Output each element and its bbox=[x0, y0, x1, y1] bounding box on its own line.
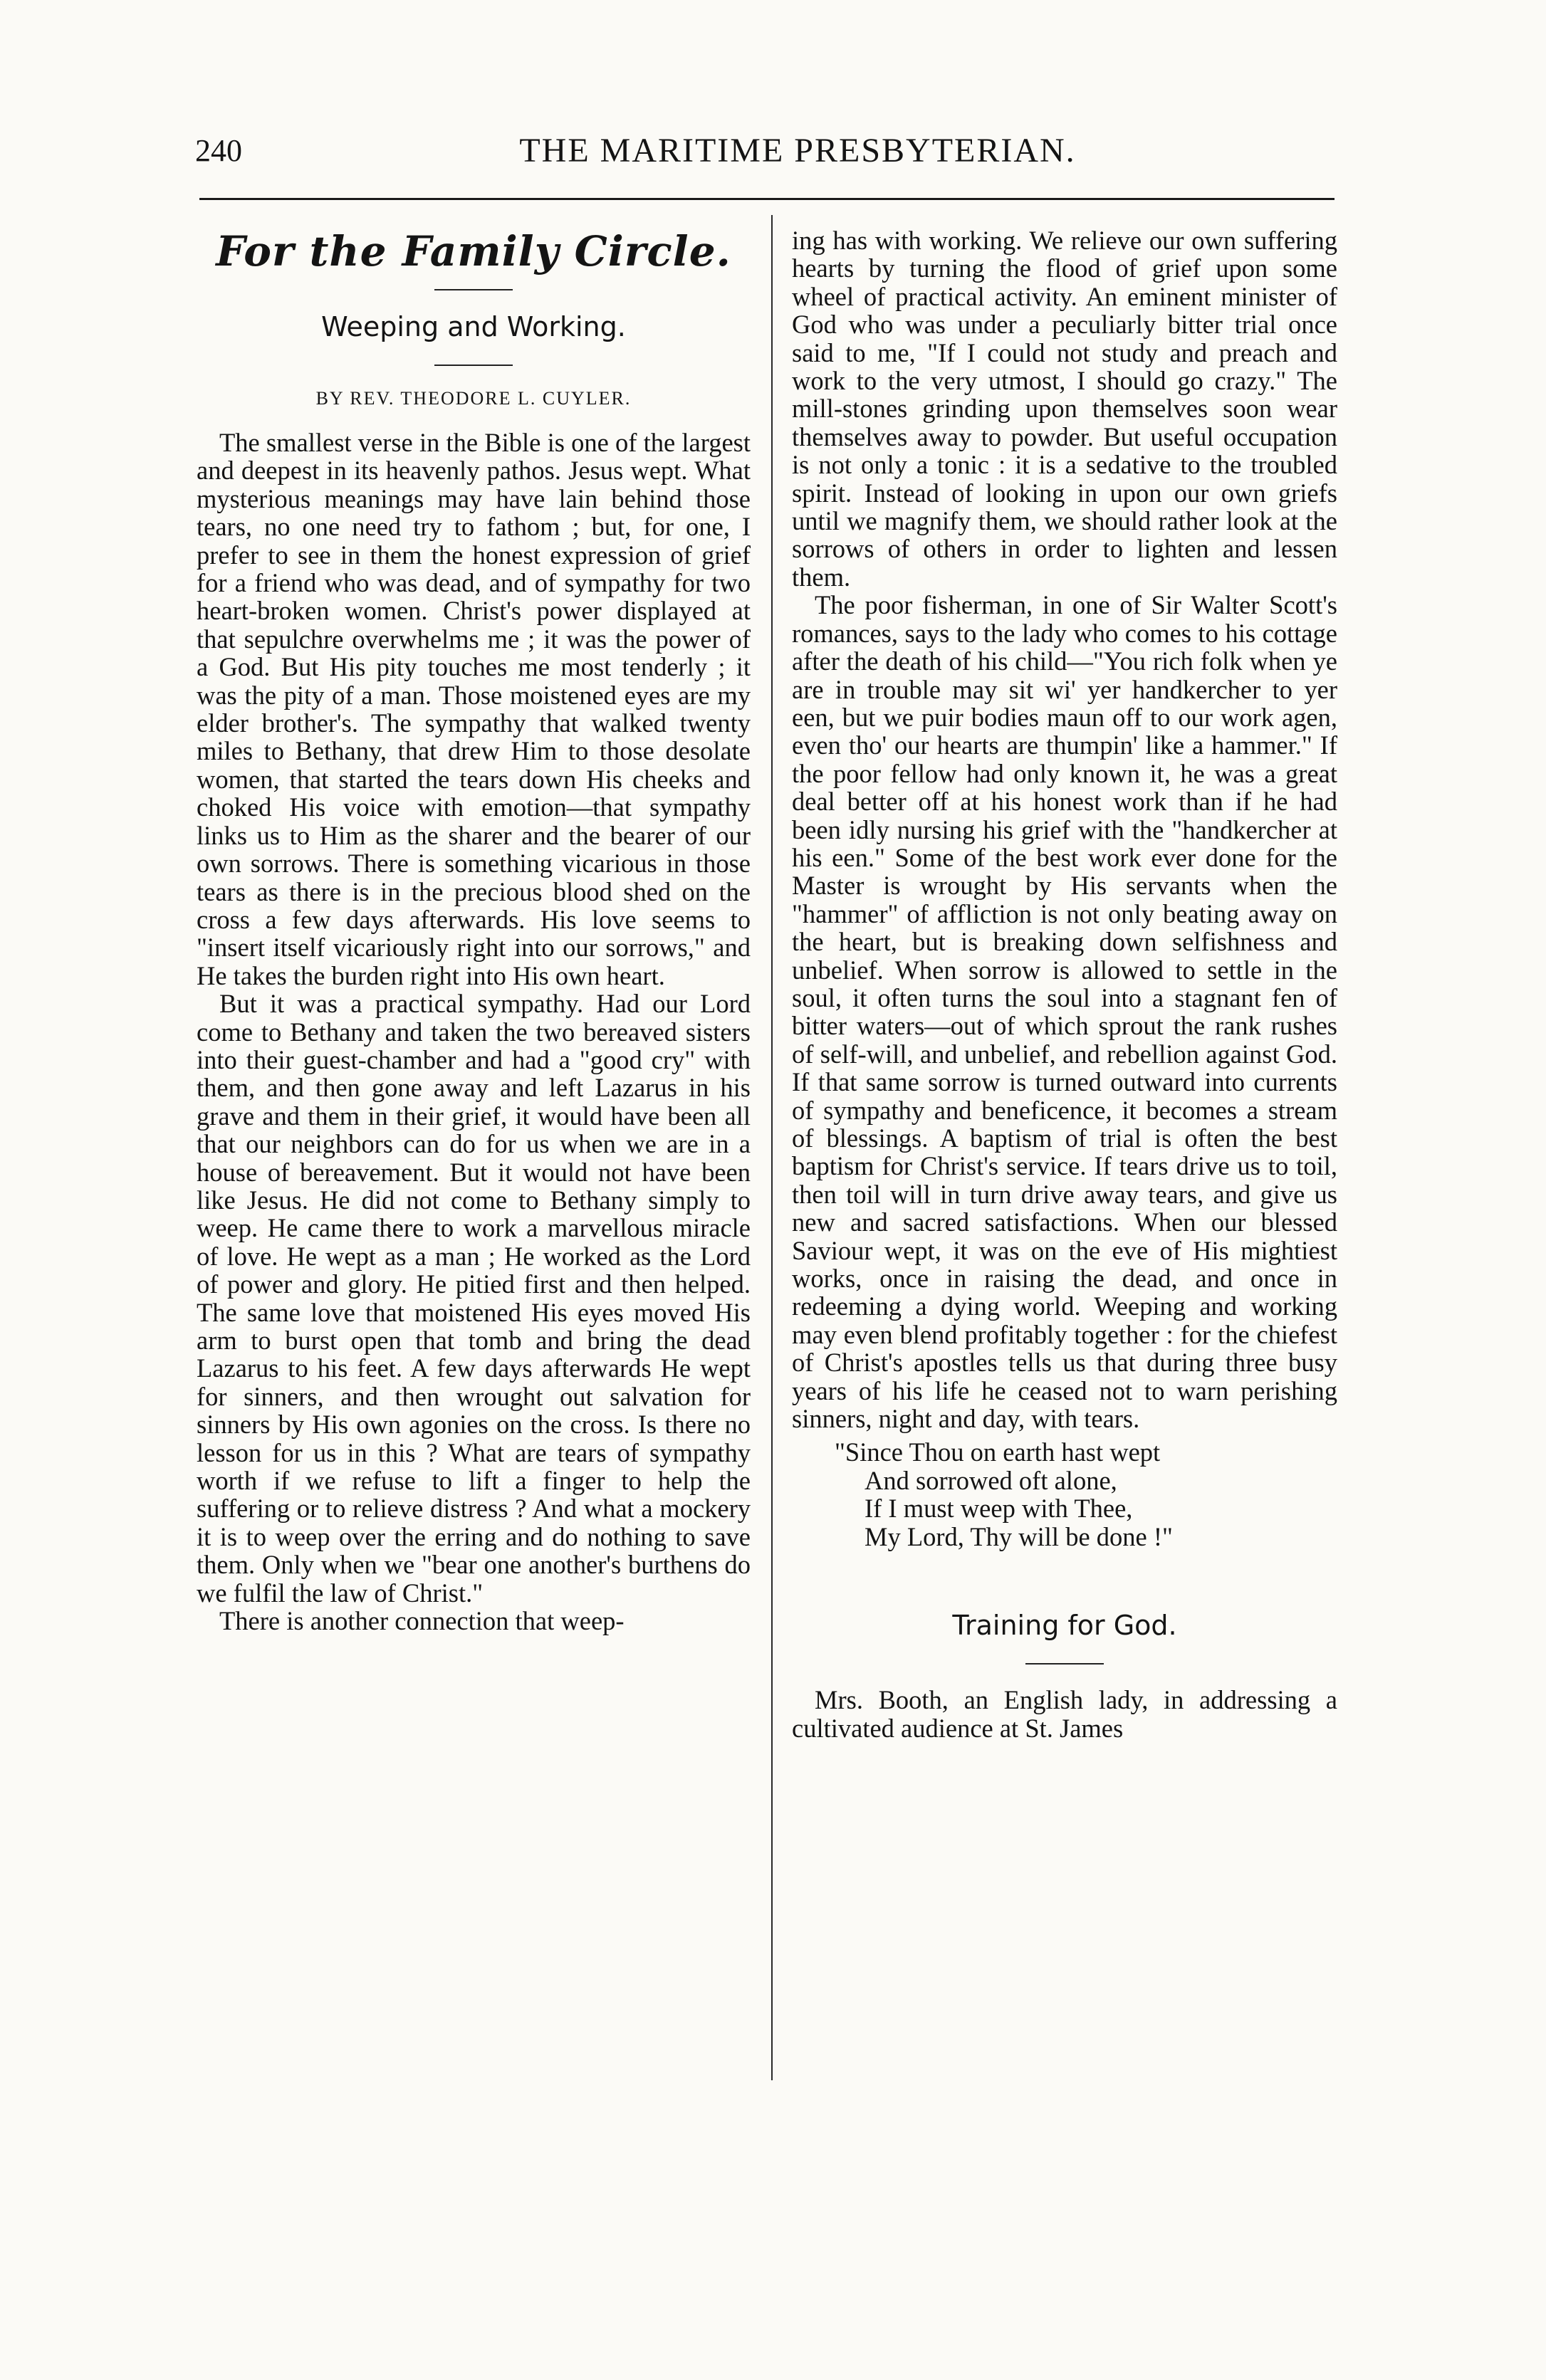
paragraph: Mrs. Booth, an English lady, in addressing a cultivated audience at St. James bbox=[792, 1685, 1337, 1743]
poem-line: If I must weep with Thee, bbox=[865, 1494, 1133, 1524]
paragraph: But it was a practical sympathy. Had our Lord come to Bethany and taken the two bereaved sisters into their guest-chamber and had a "good cry" with them, and then gone away and left Lazarus in his grave and them in their grief, it would have been all that our neighbors can do for us when we are in a house of bereavement. But it would not have been like Jesus. He did not come to Bethany simply to weep. He came there to work a marvellous miracle of love. He wept as a man ; He worked as the Lord of power and glory. He pitied first and then helped. The same love that moistened His eyes moved His arm to burst open that tomb and bring the dead Lazarus to his feet. A few days afterwards He wept for sinners, and then wrought out salvation for sinners by His own agonies on the cross. Is there no lesson for us in this ? What are tears of sympathy worth if we refuse to lift a finger to help the suffering or to relieve distress ? And what a mockery it is to weep over the erring and do nothing to save them. Only when we "bear one another's burthens do we fulfil the law of Christ." bbox=[197, 989, 751, 1608]
paragraph-continued: ing has with working. We relieve our own suffering hearts by turning the flood of grief upon some wheel of practical activity. An eminent minister of God who was under a peculiarly bitter trial once said to me, "If I could not study and preach and work to the very utmost, I should go crazy." The mill-stones grinding upon themselves soon wear themselves away to powder. But useful occupation is not only a tonic : it is a sedative to the troubled spirit. Instead of looking in upon our own griefs until we magnify them, we should rather look at the sorrows of others in order to lighten and lessen them. bbox=[792, 226, 1337, 592]
page-number: 240 bbox=[195, 133, 242, 168]
article-byline: BY REV. THEODORE L. CUYLER. bbox=[315, 388, 632, 409]
poem-line: "Since Thou on earth hast wept bbox=[835, 1437, 1161, 1467]
page-header bbox=[195, 130, 1336, 179]
column-divider bbox=[771, 215, 773, 2080]
paragraph: There is another connection that weep- bbox=[219, 1606, 625, 1636]
short-rule bbox=[434, 365, 513, 366]
short-rule bbox=[434, 289, 513, 290]
paragraph: The poor fisherman, in one of Sir Walter Scott's romances, says to the lady who comes to his cottage after the death of his child—"You rich folk when ye are in trouble may sit wi' yer handkercher to yer een, but we puir bodies maun off to our work agen, even tho' our hearts are thumpin' like a hammer." If the poor fellow had only known it, he was a great deal better off at his honest work than if he had been idly nursing his grief with the "handkercher at his een." Some of the best work ever done for the Master is wrought by His servants when the "hammer" of affliction is not only beating away on the heart, but is breaking down selfishness and unbelief. When sorrow is allowed to settle in the soul, it often turns the soul into a stagnant fen of bitter waters—out of which sprout the rank rushes of self-will, and unbelief, and rebellion against God. If that same sorrow is turned outward into currents of sympathy and beneficence, it becomes a stream of blessings. A baptism of trial is often the best baptism for Christ's service. If tears drive us to toil, then toil will in turn drive away tears, and give us new and sacred satisfactions. When our blessed Saviour wept, it was on the eve of His mightiest works, once in raising the dead, and once in redeeming a dying world. Weeping and working may even blend profitably together : for the chiefest of Christ's apostles tells us that during three busy years of his life he ceased not to warn perishing sinners, night and day, with tears. bbox=[792, 590, 1337, 1434]
poem-line: My Lord, Thy will be done !" bbox=[865, 1521, 1173, 1551]
poem-line: And sorrowed oft alone, bbox=[865, 1465, 1117, 1495]
poem-quote bbox=[792, 1438, 1337, 1551]
left-column bbox=[197, 226, 751, 1635]
header-rule bbox=[199, 198, 1335, 200]
paragraph: The smallest verse in the Bible is one of the largest and deepest in its heavenly pathos. Jesus wept. What mysterious meanings may have lain behind those tears, no one need try to fathom ; but, for one, I prefer to see in them the honest expression of grief for a friend who was dead, and of sympathy for two heart-broken women. Christ's power displayed at that sepulchre overwhelms me ; it was the power of a God. But His pity touches me most tenderly ; it was the pity of a man. Those moistened eyes are my elder brother's. The sympathy that walked twenty miles to Bethany, that drew Him to those desolate women, that started the tears down His cheeks and choked His voice with emotion—that sympathy links us to Him as the sharer and the bearer of our own sorrows. There is something vicarious in those tears as there is in the precious blood shed on the cross a few days afterwards. His love seems to "insert itself vicariously right into our sorrows," and He takes the burden right into His own heart. bbox=[197, 428, 751, 990]
article-title: Weeping and Working. bbox=[321, 311, 626, 342]
short-rule bbox=[1025, 1663, 1104, 1665]
running-title: THE MARITIME PRESBYTERIAN. bbox=[519, 132, 1076, 169]
article-title: Training for God. bbox=[952, 1610, 1177, 1642]
right-column bbox=[792, 226, 1337, 1742]
section-heading: For the Family Circle. bbox=[216, 227, 731, 276]
